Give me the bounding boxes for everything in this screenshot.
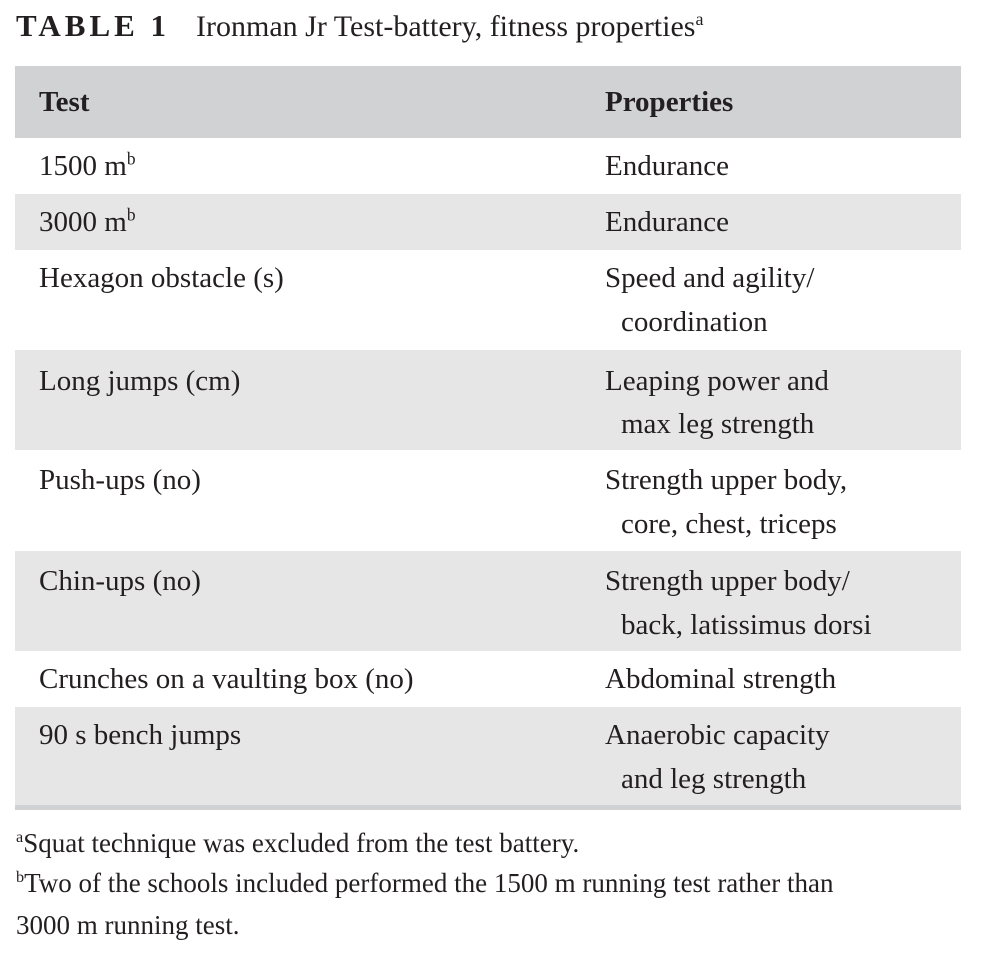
table-caption xyxy=(16,8,703,44)
test-cell: 90 s bench jumps xyxy=(39,719,242,751)
properties-cell: Endurance xyxy=(605,206,729,238)
test-cell: Chin-ups (no) xyxy=(39,565,201,597)
properties-cell: Endurance xyxy=(605,150,729,182)
properties-cell: Leaping power and max leg strength xyxy=(605,365,829,440)
table-label: TABLE 1 xyxy=(16,8,171,43)
footnote-mark: a xyxy=(695,9,704,29)
table-row xyxy=(15,707,961,805)
column-header-test: Test xyxy=(39,85,90,118)
table-row xyxy=(15,450,961,551)
table-row xyxy=(15,651,961,707)
properties-cell: Abdominal strength xyxy=(605,663,837,695)
table-row xyxy=(15,551,961,651)
table-row xyxy=(15,350,961,450)
properties-cell: Anaerobic capacity and leg strength xyxy=(605,719,830,795)
test-cell: Crunches on a vaulting box (no) xyxy=(39,663,414,695)
table-row xyxy=(15,250,961,350)
footnote-b-continued: 3000 m running test. xyxy=(16,910,240,940)
table-row xyxy=(15,138,961,194)
table-title: Ironman Jr Test-battery, fitness properties xyxy=(196,10,696,43)
footnote-a: $^a$Squat technique was excluded from the test battery. xyxy=(16,828,580,858)
properties-cell: Strength upper body/ back, latissimus dorsi xyxy=(605,565,872,641)
test-cell: 3000 $m^b$ xyxy=(39,204,136,238)
fitness-table xyxy=(15,66,961,810)
column-header-properties: Properties xyxy=(605,85,734,118)
test-cell: Push-ups (no) xyxy=(39,464,201,496)
properties-cell: Strength upper body, core, chest, triceps xyxy=(605,464,848,540)
test-cell: Hexagon obstacle (s) xyxy=(39,262,284,294)
properties-cell: Speed and agility/ coordination xyxy=(605,262,815,338)
table-row xyxy=(15,194,961,250)
test-cell: 1500 $m^b$ xyxy=(39,148,136,182)
test-cell: Long jumps (cm) xyxy=(39,365,241,397)
table-bottom-rule xyxy=(15,805,961,810)
footnote-b: $^b$Two of the schools included performed the 1500 m running test rather than xyxy=(16,868,834,898)
table-header-row xyxy=(15,66,961,138)
